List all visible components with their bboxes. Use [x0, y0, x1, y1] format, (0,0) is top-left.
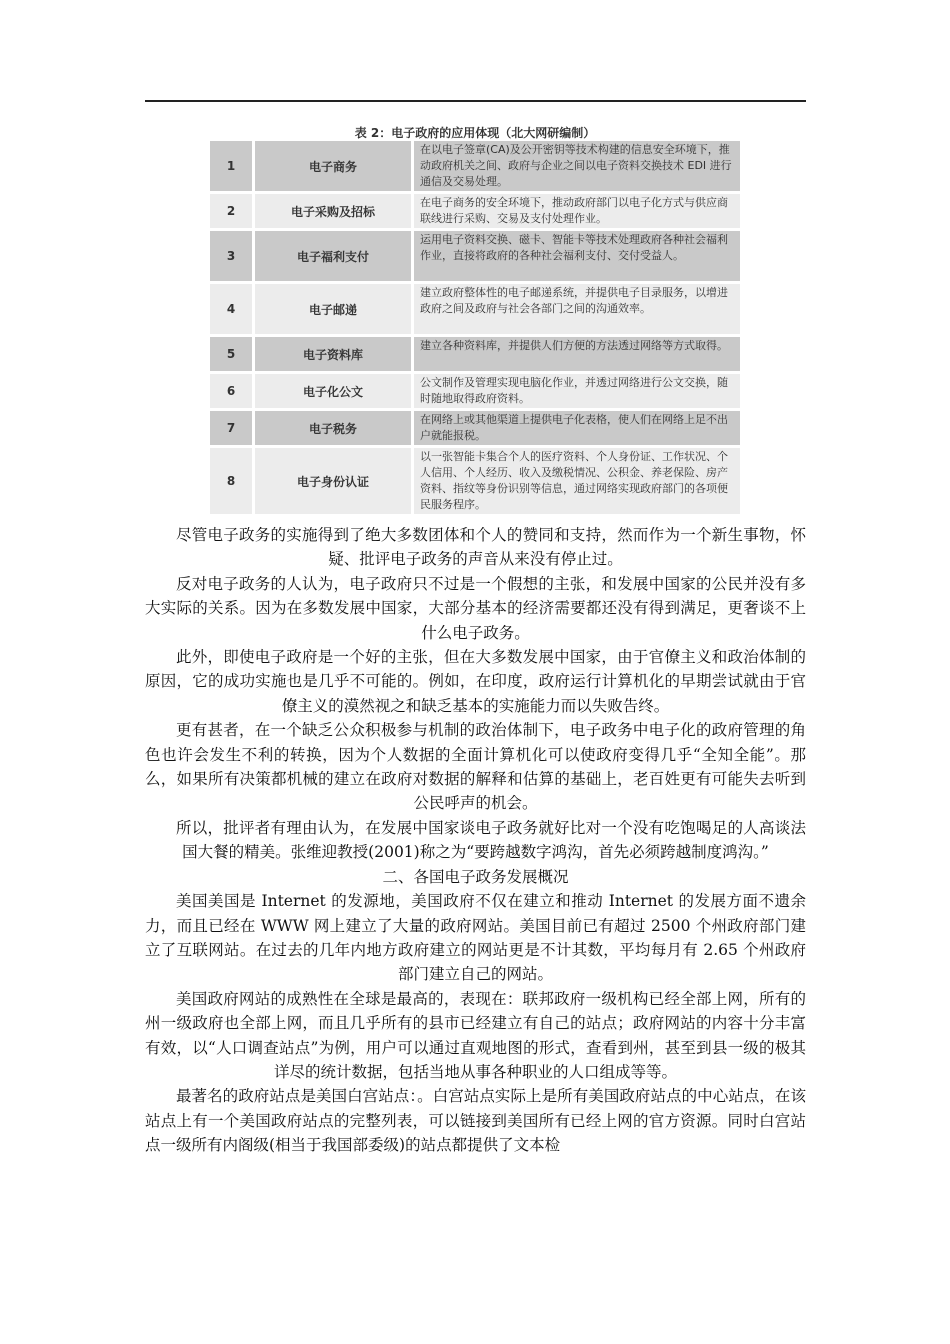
row-name: 电子资料库	[252, 337, 414, 371]
table-row	[210, 411, 740, 448]
table-row	[210, 141, 740, 194]
paragraph: 美国美国是 Internet 的发源地，美国政府不仅在建立和推动 Internet 的发展方面不遗余力，而且已经在 WWW 网上建立了大量的政府网站。美国目前已有超过 2500 个州政府部门建立了互联网站。在过去的几年内地方政府建立的网站更是不计其数，平均每月有 2.65 个州政府部门建立自己的网站。	[145, 892, 806, 984]
row-name: 电子化公文	[252, 374, 414, 408]
paragraph: 美国政府网站的成熟性在全球是最高的，表现在：联邦政府一级机构已经全部上网，所有的州一级政府也全部上网，而且几乎所有的县市已经建立有自己的站点；政府网站的内容十分丰富有效，以“人口调查站点”为例，用户可以通过直观地图的形式，查看到州，甚至到县一级的极其详尽的统计数据，包括当地从事各种职业的人口组成等等。	[145, 989, 806, 1081]
document-body	[145, 523, 806, 1158]
row-description: 在电子商务的安全环境下，推动政府部门以电子化方式与供应商联线进行采购、交易及支付处理作业。	[414, 194, 740, 228]
row-name: 电子邮递	[252, 284, 414, 334]
paragraph: 反对电子政务的人认为，电子政府只不过是一个假想的主张，和发展中国家的公民并没有多大实际的关系。因为在多数发展中国家，大部分基本的经济需要都还没有得到满足，更奢谈不上什么电子政务。	[145, 574, 806, 642]
row-name: 电子税务	[252, 411, 414, 445]
paragraph: 最著名的政府站点是美国白宫站点：。白宫站点实际上是所有美国政府站点的中心站点，在该站点上有一个美国政府站点的完整列表，可以链接到美国所有已经上网的官方资源。同时白宫站点一级所有内阁级(相当于我国部委级)的站点都提供了文本检	[145, 1087, 806, 1155]
header-rule	[145, 100, 806, 102]
table-caption: 表 2：电子政府的应用体现（北大网研编制）	[354, 126, 596, 140]
row-number: 7	[210, 411, 252, 445]
table-row	[210, 448, 740, 514]
row-name: 电子身份认证	[252, 448, 414, 514]
row-name: 电子商务	[252, 141, 414, 191]
paragraph: 更有甚者，在一个缺乏公众积极参与机制的政治体制下，电子政务中电子化的政府管理的角色也许会发生不利的转换，因为个人数据的全面计算机化可以使政府变得几乎“全知全能”。那么，如果所有决策都机械的建立在政府对数据的解释和估算的基础上，老百姓更有可能失去听到公民呼声的机会。	[145, 721, 806, 813]
row-description: 公文制作及管理实现电脑化作业，并透过网络进行公文交换，随时随地取得政府资料。	[414, 374, 740, 408]
row-number: 3	[210, 231, 252, 281]
table-row	[210, 194, 740, 231]
row-description: 运用电子资料交换、磁卡、智能卡等技术处理政府各种社会福利作业，直接将政府的各种社会福利支付、交付受益人。	[414, 231, 740, 281]
section-heading: 二、各国电子政务发展概况	[382, 867, 569, 886]
row-name: 电子福利支付	[252, 231, 414, 281]
row-description: 以一张智能卡集合个人的医疗资料、个人身份证、工作状况、个人信用、个人经历、收入及缴税情况、公积金、养老保险、房产资料、指纹等身份识别等信息，通过网络实现政府部门的各项便民服务程序。	[414, 448, 740, 514]
row-name: 电子采购及招标	[252, 194, 414, 228]
row-description: 在以电子签章(CA)及公开密钥等技术构建的信息安全环境下，推动政府机关之间、政府与企业之间以电子资料交换技术 EDI 进行通信及交易处理。	[414, 141, 740, 191]
row-number: 6	[210, 374, 252, 408]
table-row	[210, 374, 740, 411]
row-number: 2	[210, 194, 252, 228]
row-description: 在网络上或其他渠道上提供电子化表格，使人们在网络上足不出户就能报税。	[414, 411, 740, 445]
row-number: 1	[210, 141, 252, 191]
row-number: 4	[210, 284, 252, 334]
paragraph: 所以，批评者有理由认为，在发展中国家谈电子政务就好比对一个没有吃饱喝足的人高谈法国大餐的精美。张维迎教授(2001)称之为“要跨越数字鸿沟，首先必须跨越制度鸿沟。”	[176, 818, 806, 862]
table-row	[210, 231, 740, 284]
row-number: 8	[210, 448, 252, 514]
row-number: 5	[210, 337, 252, 371]
row-description: 建立政府整体性的电子邮递系统，并提供电子目录服务，以增进政府之间及政府与社会各部门之间的沟通效率。	[414, 284, 740, 334]
table-row	[210, 284, 740, 337]
paragraph: 此外，即使电子政府是一个好的主张，但在大多数发展中国家，由于官僚主义和政治体制的原因，它的成功实施也是几乎不可能的。例如，在印度，政府运行计算机化的早期尝试就由于官僚主义的漠然视之和缺乏基本的实施能力而以失败告终。	[145, 648, 806, 715]
table-row	[210, 337, 740, 374]
applications-table	[210, 141, 740, 514]
paragraph: 尽管电子政务的实施得到了绝大多数团体和个人的赞同和支持，然而作为一个新生事物，怀疑、批评电子政务的声音从来没有停止过。	[176, 526, 806, 569]
row-description: 建立各种资料库，并提供人们方便的方法透过网络等方式取得。	[414, 337, 740, 371]
